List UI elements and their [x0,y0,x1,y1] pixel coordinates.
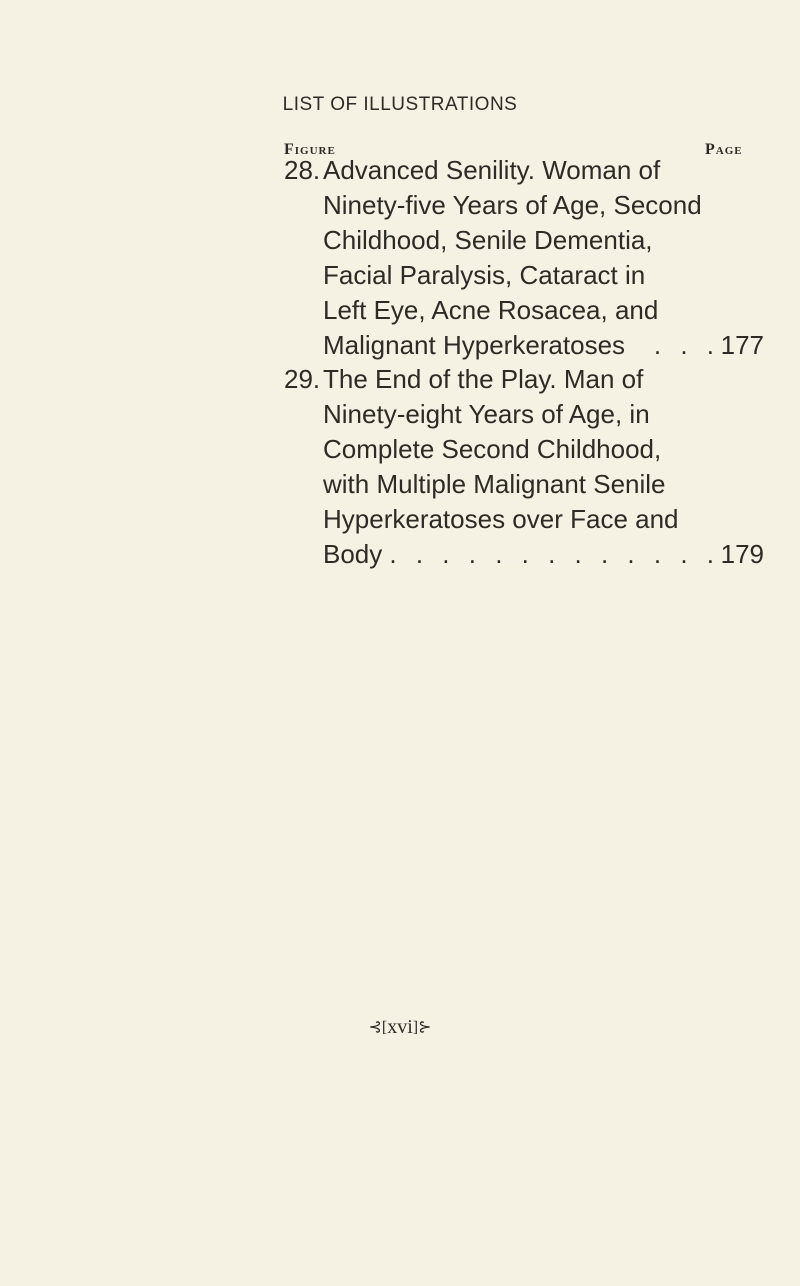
entry-line: Childhood, Senile Dementia, [323,225,653,255]
entry-line: with Multiple Malignant Senile [323,469,666,499]
illustration-entry [284,362,764,572]
folio-page-number: xvi [387,1016,413,1038]
folio-right-ornament: ]⊱ [412,1019,432,1036]
entry-line: Facial Paralysis, Cataract in [323,260,646,290]
running-head: LIST OF ILLUSTRATIONS [282,94,518,115]
entry-last-line [284,537,764,572]
entry-line: Ninety-eight Years of Age, in [323,399,650,429]
folio-left-ornament: ⊰[ [368,1019,388,1036]
folio [0,1016,800,1039]
dot-leader: . . . [653,330,720,360]
entry-line: Hyperkeratoses over Face and [323,504,679,534]
entry-line: Malignant Hyperkeratoses [323,330,626,360]
entry-page-number: 177 [720,330,764,360]
entry-last-line [284,328,764,363]
column-head-page: Page [705,141,743,158]
illustration-entry [284,153,764,363]
entry-line: Ninety-five Years of Age, Second [323,190,702,220]
entry-line: Body [323,539,383,569]
column-head-figure: Figure [284,141,336,158]
entry-number: 29. [284,364,321,394]
entry-line: The End of the Play. Man of [323,364,644,394]
entry-line: Complete Second Childhood, [323,434,662,464]
entry-line: Left Eye, Acne Rosacea, and [323,295,659,325]
entry-number: 28. [284,155,321,185]
entry-page-number: 179 [720,539,764,569]
entry-line: Advanced Senility. Woman of [323,155,661,185]
dot-leader: . . . . . . . . . . . . . [389,539,720,569]
